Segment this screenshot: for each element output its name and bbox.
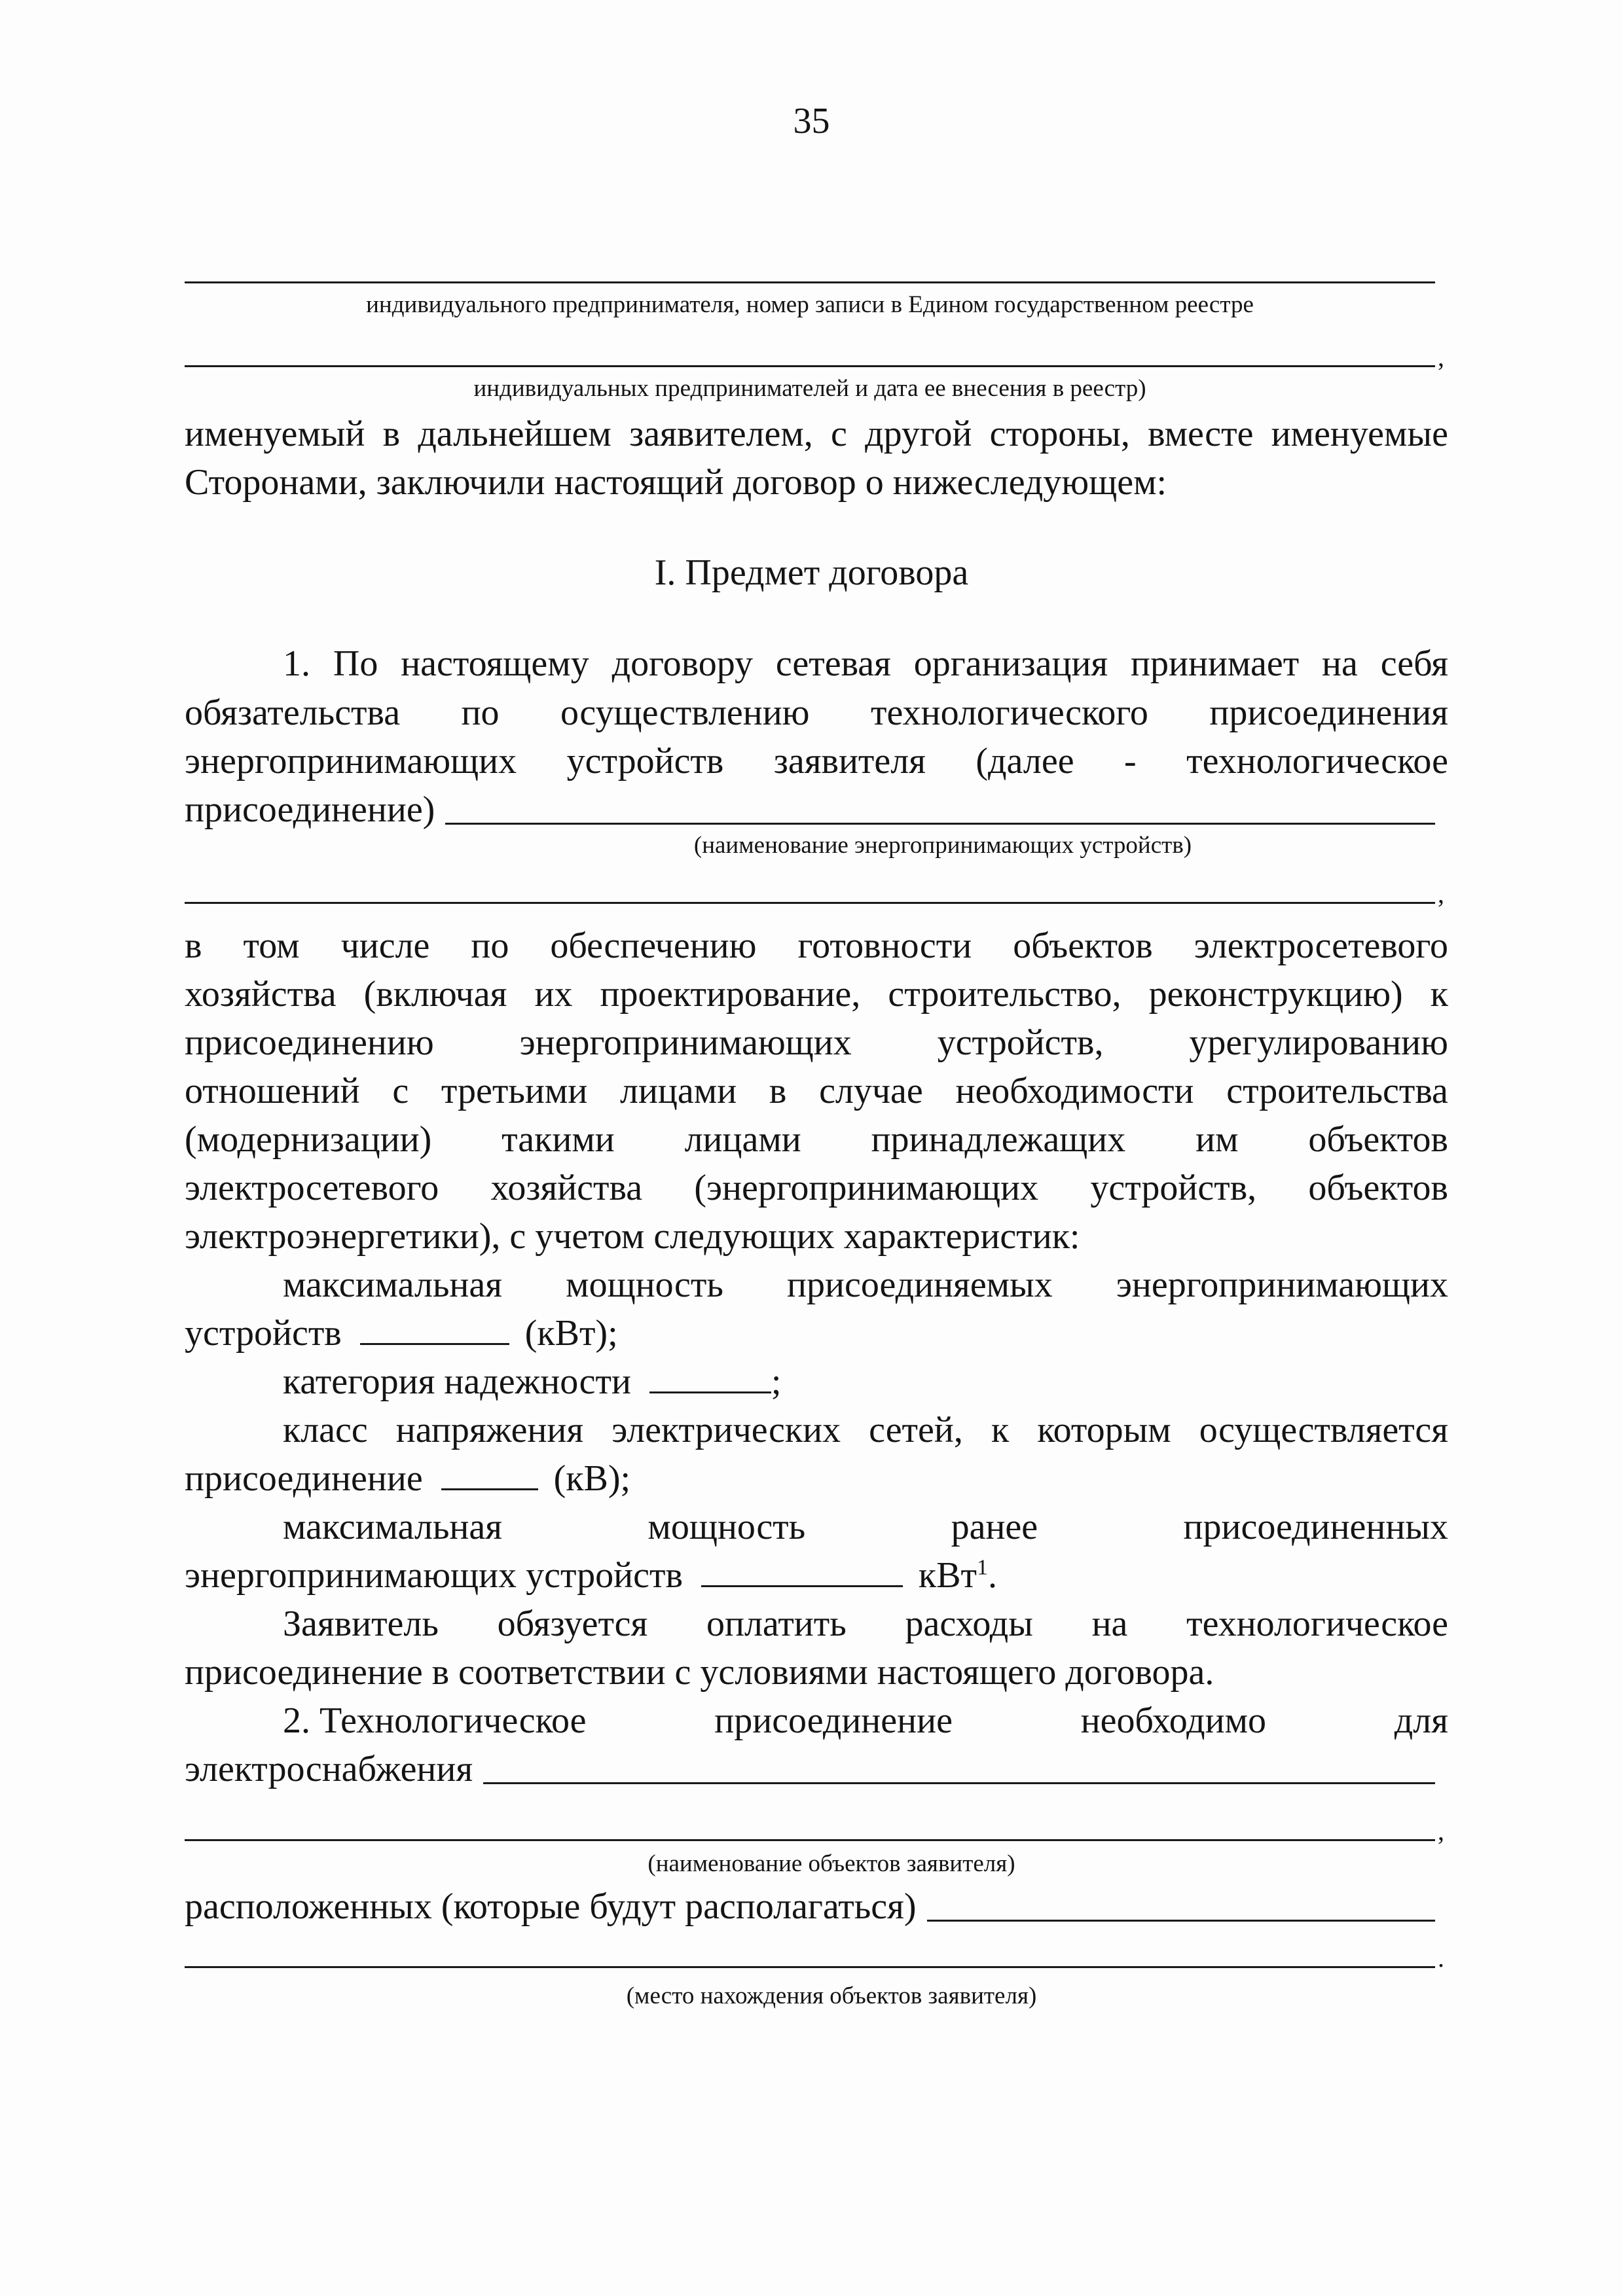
word: в [185,925,202,966]
registry-caption: индивидуальных предпринимателей и дата ее внесения в реестр) [473,375,1146,402]
word: электрических [611,1410,841,1450]
prev-power-unit: кВт [918,1555,977,1596]
word: мощность [647,1507,806,1547]
reliability-row [283,1357,781,1406]
intro-line-2: Сторонами, заключили настоящий договор о нижеследующем: [185,462,1167,503]
word: обязательства [185,692,401,733]
power-supply-row [185,1745,1435,1793]
devices-caption: (наименование энергопринимающих устройств) [693,832,1192,859]
word: именуемые [1271,414,1448,454]
location-label: расположенных (которые будут располагаться) [185,1886,917,1927]
intro-line-1 [185,410,1448,458]
word: мощность [566,1265,723,1305]
max-power-prefix: устройств [185,1313,342,1354]
voltage-row [185,1454,630,1503]
reliability-label: категория надежности [283,1361,631,1402]
word: технологическое [1186,1604,1448,1644]
power-supply-label: электроснабжения [185,1749,473,1789]
word: их [534,974,573,1014]
word: для [1394,1700,1448,1741]
paragraph-line [185,1018,1448,1067]
devices-line-comma: , [1438,879,1444,908]
word: принадлежащих [871,1119,1126,1160]
word: максимальная [283,1265,503,1305]
word: осуществляется [1199,1410,1448,1450]
word: обеспечению [550,925,757,966]
section-title: I. Предмет договора [654,552,969,593]
word: (включая [363,974,507,1014]
location-caption: (место нахождения объектов заявителя) [626,1982,1037,2009]
word: урегулированию [1189,1022,1448,1063]
word: реконструкцию) [1148,974,1403,1014]
word: присоединения [1209,692,1448,733]
word: дальнейшем [418,414,611,454]
location-field[interactable] [927,1919,1435,1922]
word: лицами [620,1071,737,1111]
word: устройств, [1090,1168,1257,1208]
objects-caption: (наименование объектов заявителя) [647,1850,1015,1877]
word: устройств [566,741,724,781]
word: (модернизации) [185,1119,432,1160]
paragraph-line [185,922,1448,970]
word: осуществлению [560,692,810,733]
word: хозяйства [185,974,337,1014]
max-power-row [185,1309,618,1357]
word: на [1091,1604,1128,1644]
max-power-field[interactable] [360,1342,509,1345]
word: к [1430,974,1448,1014]
prev-power-field[interactable] [701,1585,903,1587]
registry-blank-line [185,365,1435,367]
prev-power-row [185,1551,997,1600]
word: другой [865,414,972,454]
word: устройств, [937,1022,1104,1063]
word: стороны, [989,414,1130,454]
voltage-line [283,1406,1448,1454]
location-continuation-line[interactable] [185,1966,1435,1968]
word: технологического [871,692,1148,733]
word: заявителя [773,741,926,781]
word: лицами [684,1119,801,1160]
word: расходы [905,1604,1033,1644]
clause1-line-1: 1. По настоящему договору сетевая организация принимает на себя [283,643,1448,684]
word: такими [501,1119,615,1160]
word: объектов [1308,1168,1448,1208]
objects-line-comma: , [1438,1816,1444,1846]
word: к [991,1410,1010,1450]
prev-power-line [283,1503,1448,1551]
paragraph-line [185,1067,1448,1115]
word: отношений [185,1071,360,1111]
clause2-line-1 [283,1696,1448,1745]
clause1-line-3 [185,737,1448,785]
word: необходимо [1080,1700,1267,1741]
word: - [1124,741,1137,781]
word: им [1195,1119,1239,1160]
word: Заявитель [283,1604,439,1644]
word: электросетевого [1194,925,1448,966]
word: сетей, [869,1410,963,1450]
word: присоединяемых [787,1265,1053,1305]
prev-power-prefix: энергопринимающих устройств [185,1555,683,1596]
voltage-field[interactable] [441,1488,538,1490]
word: присоединение [714,1700,953,1741]
power-supply-field[interactable] [483,1782,1435,1784]
payment-last: присоединение в соответствии с условиями настоящего договора. [185,1652,1214,1693]
word: случае [819,1071,923,1111]
ogrnip-blank-line [185,281,1435,283]
connection-label: присоединение) [185,789,435,830]
reliability-field[interactable] [649,1391,771,1393]
paragraph-line [185,970,1448,1018]
word: по [471,925,509,966]
word: проектирование, [600,974,861,1014]
footnote-marker[interactable]: 1 [976,1555,988,1580]
word: именуемый [185,414,365,454]
clause1-devices-row [185,785,1435,834]
word: по [461,692,500,733]
clause1-line-2 [185,689,1448,737]
word: строительства [1226,1071,1448,1111]
devices-continuation-line[interactable] [185,902,1435,904]
devices-name-field[interactable] [445,822,1435,825]
word: в [769,1071,787,1111]
word: технологическое [1186,741,1448,781]
word: энергопринимающих [185,741,517,781]
word: энергопринимающих [1116,1265,1448,1305]
word: объектов [1013,925,1153,966]
voltage-prefix: присоединение [185,1458,423,1499]
paragraph-line [185,1164,1448,1212]
word: объектов [1308,1119,1448,1160]
prev-power-end: . [987,1555,997,1596]
word: оплатить [706,1604,847,1644]
word: (энергопринимающих [694,1168,1039,1208]
word: третьими [441,1071,588,1111]
registry-line-comma: , [1438,342,1444,372]
max-power-line [283,1261,1448,1309]
payment-line [283,1600,1448,1648]
page-number: 35 [793,101,830,141]
word: электросетевого [185,1168,439,1208]
word: присоединению [185,1022,434,1063]
word: ранее [951,1507,1038,1547]
word: энергопринимающих [519,1022,852,1063]
word: (далее [976,741,1074,781]
word: в [382,414,401,454]
voltage-unit: (кВ); [553,1458,631,1499]
word: 2. Технологическое [283,1700,587,1741]
word: готовности [797,925,972,966]
location-row [185,1882,1435,1931]
word: заявителем, [629,414,813,454]
word: числе [340,925,430,966]
word: вместе [1148,414,1254,454]
word: максимальная [283,1507,503,1547]
word: хозяйства [490,1168,643,1208]
word: обязуется [497,1604,648,1644]
objects-blank-line[interactable] [185,1839,1435,1841]
reliability-end: ; [771,1361,782,1402]
max-power-unit: (кВт); [524,1313,618,1354]
word: класс [283,1410,368,1450]
word: с [392,1071,409,1111]
word: с [831,414,847,454]
paragraph-line [185,1115,1448,1164]
word: том [243,925,300,966]
word: присоединенных [1183,1507,1448,1547]
word: строительство, [888,974,1122,1014]
word: которым [1037,1410,1171,1450]
word: напряжения [395,1410,584,1450]
ogrnip-caption: индивидуального предпринимателя, номер записи в Едином государственном реестре [366,291,1254,318]
characteristics-intro: электроэнергетики), с учетом следующих характеристик: [185,1216,1080,1257]
location-line-period: . [1438,1943,1444,1973]
word: необходимости [955,1071,1194,1111]
